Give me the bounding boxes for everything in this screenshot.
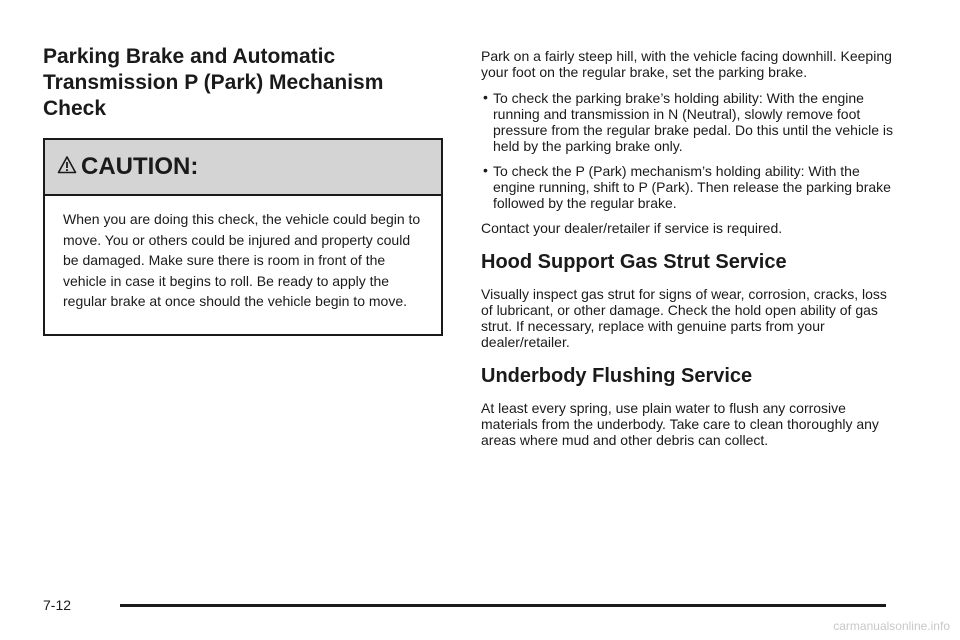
list-item [481, 163, 901, 211]
caution-header [45, 140, 441, 196]
list-item [481, 90, 901, 154]
intro-paragraph: Park on a fairly steep hill, with the vehicle facing downhill. Keeping your foot on the regular brake, set the parking brake. [481, 48, 892, 80]
right-column [481, 48, 901, 448]
caution-box [43, 138, 443, 336]
underbody-paragraph: At least every spring, use plain water to flush any corrosive materials from the underbody. Take care to clean thoroughly any areas where mud and other debris can collect. [481, 400, 879, 448]
watermark: carmanualsonline.info [833, 619, 950, 633]
bullet-icon: • [483, 89, 488, 105]
caution-text: When you are doing this check, the vehicle could begin to move. You or others could be injured and property could be damaged. Make sure there is room in front of the vehicle in case it begins to roll. Be ready to apply the regular brake at once should the vehicle begin to move. [63, 211, 421, 309]
list-item-text: To check the parking brake’s holding ability: With the engine running and transmission in N (Neutral), slowly remove foot pressure from the regular brake pedal. Do this until the vehicle is held by the parking brake only. [493, 90, 893, 154]
bullet-icon: • [483, 162, 488, 178]
section-heading: Parking Brake and Automatic Transmission P (Park) Mechanism Check [43, 45, 384, 120]
hood-heading: Hood Support Gas Strut Service [481, 251, 787, 273]
warning-triangle-icon [57, 155, 77, 180]
page-number: 7-12 [43, 597, 72, 613]
list-item-text: To check the P (Park) mechanism’s holding ability: With the engine running, shift to P (Park). Then release the parking brake followed by the regular brake. [493, 163, 891, 211]
contact-paragraph: Contact your dealer/retailer if service is required. [481, 220, 783, 236]
hood-paragraph: Visually inspect gas strut for signs of wear, corrosion, cracks, loss of lubricant, or other damage. Check the hold open ability of gas strut. If necessary, replace with genuine parts from your dealer/retailer. [481, 286, 887, 350]
underbody-heading: Underbody Flushing Service [481, 365, 753, 387]
left-column [43, 44, 447, 122]
footer-divider [120, 604, 886, 607]
check-list [481, 90, 901, 211]
caution-title: CAUTION: [81, 153, 199, 180]
